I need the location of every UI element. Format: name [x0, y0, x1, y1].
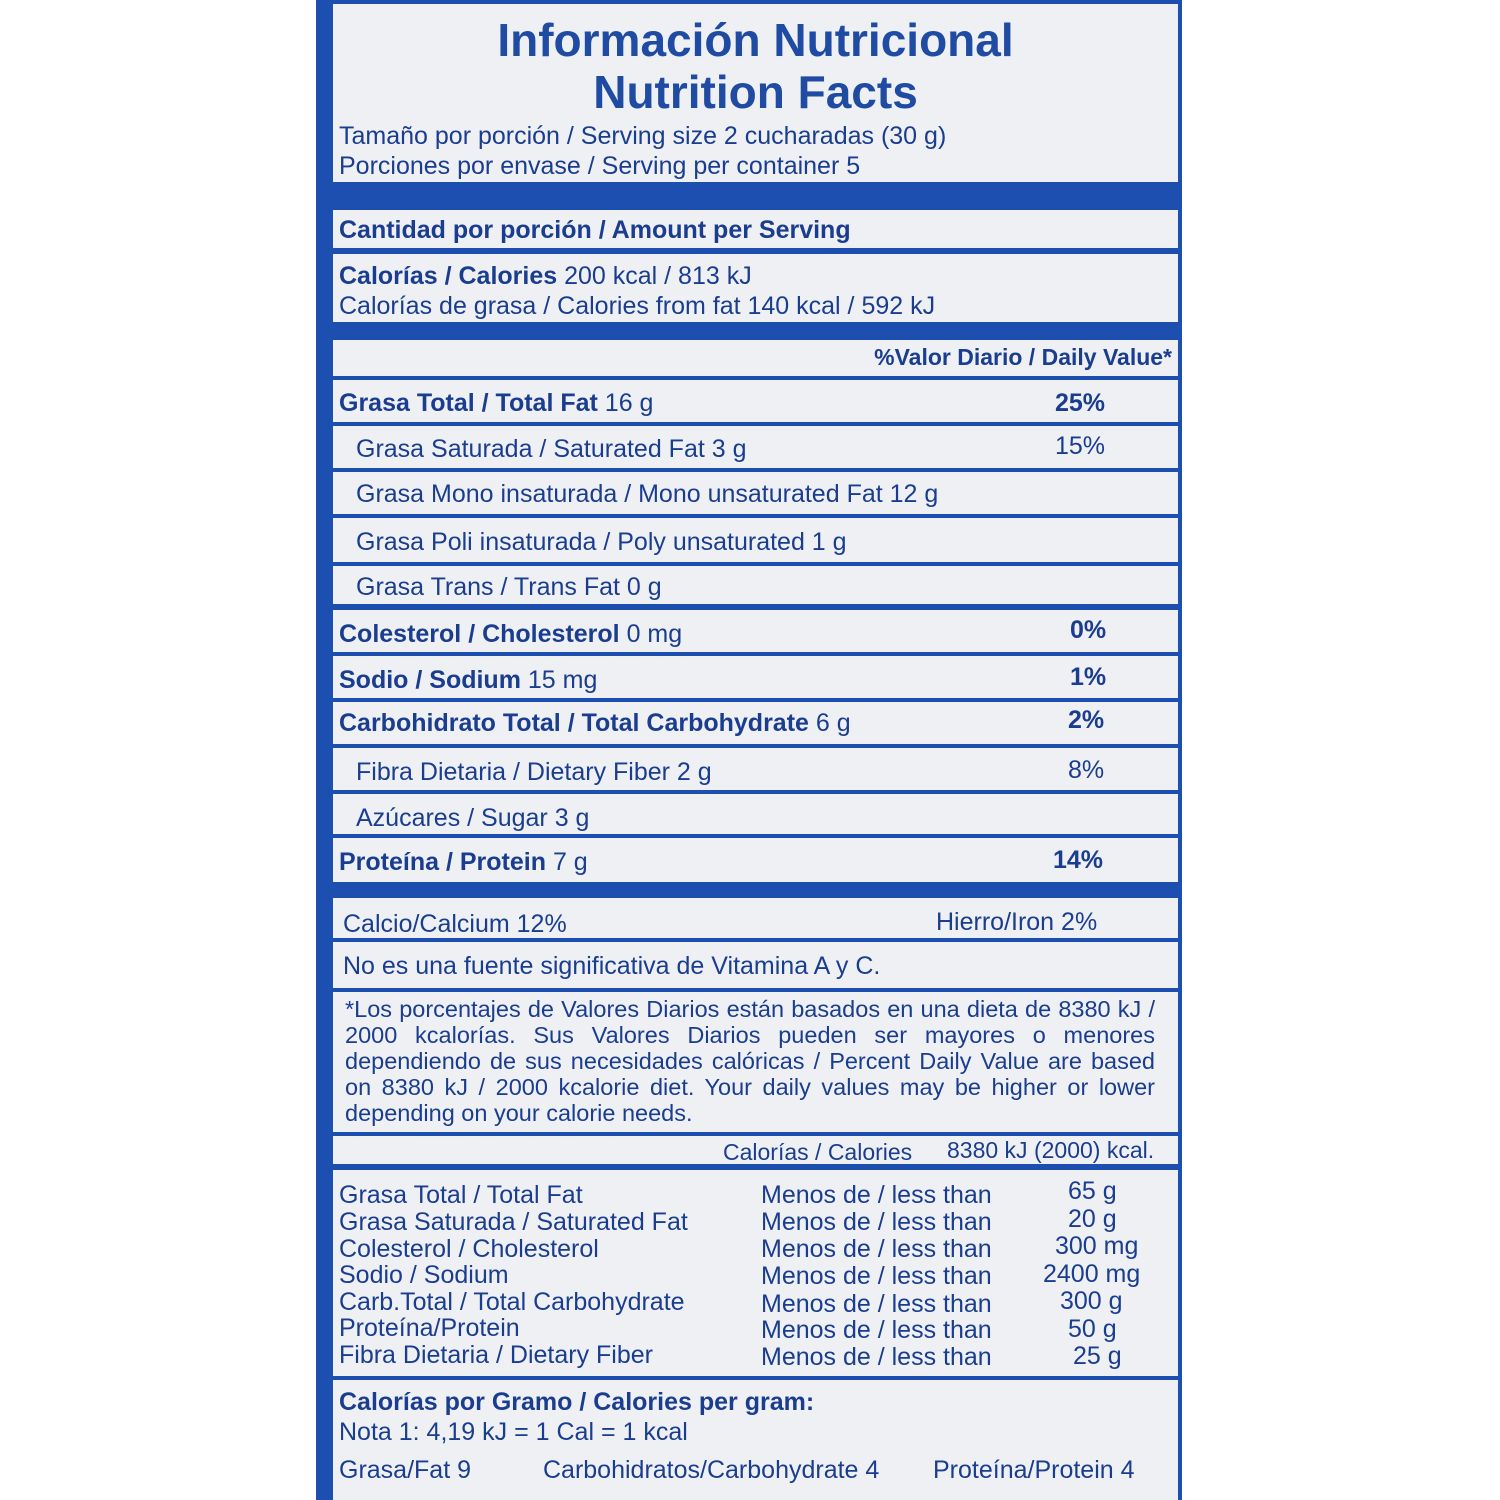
- nutrient-label: Carbohidrato Total / Total Carbohydrate: [339, 709, 809, 737]
- nutrient-label: Proteína / Protein: [339, 848, 546, 876]
- nutrient-row-cholesterol: [333, 610, 1178, 652]
- nutrient-dv: 1%: [1070, 663, 1107, 691]
- serving-size: Tamaño por porción / Serving size 2 cucharadas (30 g): [339, 122, 947, 150]
- nutrient-dv: 14%: [1053, 846, 1104, 874]
- reference-label: Grasa Saturada / Saturated Fat: [339, 1208, 688, 1236]
- reference-label: Sodio / Sodium: [339, 1261, 509, 1289]
- nutrient-amount: 16 g: [604, 389, 654, 417]
- calories-per-gram-fat: Grasa/Fat 9: [339, 1456, 471, 1484]
- nutrient-dv: 8%: [1068, 756, 1105, 784]
- nutrient-row-protein: [333, 838, 1178, 882]
- reference-header-value: 8380 kJ (2000) kcal.: [947, 1137, 1155, 1163]
- reference-header-label: Calorías / Calories: [723, 1139, 913, 1165]
- calories-per-gram-title: Calorías por Gramo / Calories per gram:: [339, 1388, 815, 1416]
- reference-cond: Menos de / less than: [761, 1262, 992, 1290]
- amount-per-serving-row: [333, 210, 1178, 248]
- daily-value-header: %Valor Diario / Daily Value*: [874, 344, 1172, 370]
- reference-cond: Menos de / less than: [761, 1181, 992, 1209]
- calories-line: [339, 262, 752, 290]
- nutrient-row-saturated-fat: [333, 426, 1178, 468]
- nutrient-label: Grasa Trans / Trans Fat 0 g: [356, 573, 662, 601]
- nutrient-row-total-fat: [333, 380, 1178, 422]
- nutrient-label: Fibra Dietaria / Dietary Fiber 2 g: [356, 758, 712, 786]
- nutrient-label: Grasa Saturada / Saturated Fat 3 g: [356, 435, 747, 463]
- nutrient-amount: 7 g: [552, 848, 588, 876]
- nutrient-row-trans-fat: [333, 566, 1178, 604]
- nutrient-label: Sodio / Sodium: [339, 666, 521, 694]
- nutrient-row-carbohydrate: [333, 702, 1178, 744]
- servings-per-container: Porciones por envase / Serving per container 5: [339, 152, 861, 180]
- nutrient-row-fiber: [333, 748, 1178, 790]
- nutrient-row-poly-fat: [333, 518, 1178, 562]
- daily-value-header-row: [333, 340, 1178, 376]
- reference-value: 300 g: [1060, 1287, 1123, 1315]
- vitamin-note: No es una fuente significativa de Vitamina A y C.: [343, 952, 881, 980]
- calories-per-gram-note: Nota 1: 4,19 kJ = 1 Cal = 1 kcal: [339, 1418, 688, 1446]
- nutrient-dv: 0%: [1070, 616, 1107, 644]
- nutrient-dv: 15%: [1055, 432, 1106, 460]
- calcium: Calcio/Calcium 12%: [343, 910, 567, 938]
- calories-box: [333, 254, 1178, 322]
- nutrient-row-mono-fat: [333, 472, 1178, 514]
- nutrient-row-sodium: [333, 656, 1178, 698]
- reference-value: 20 g: [1068, 1205, 1117, 1233]
- vitamin-note-row: [333, 942, 1178, 988]
- reference-value: 25 g: [1073, 1342, 1122, 1370]
- nutrient-dv: 2%: [1068, 706, 1105, 734]
- reference-cond: Menos de / less than: [761, 1235, 992, 1263]
- reference-table: [333, 1170, 1178, 1376]
- minerals-row: [333, 898, 1178, 938]
- reference-value: 65 g: [1068, 1177, 1117, 1205]
- calories-from-fat: Calorías de grasa / Calories from fat 140 kcal / 592 kJ: [339, 292, 936, 320]
- footnote-box: [333, 992, 1178, 1132]
- reference-label: Proteína/Protein: [339, 1314, 520, 1342]
- title-en: Nutrition Facts: [593, 66, 918, 118]
- reference-value: 50 g: [1068, 1315, 1117, 1343]
- calories-per-gram-carb: Carbohidratos/Carbohydrate 4: [543, 1456, 880, 1484]
- header-box: [333, 4, 1178, 182]
- reference-label: Carb.Total / Total Carbohydrate: [339, 1288, 685, 1316]
- calories-label: Calorías / Calories: [339, 262, 558, 290]
- nutrient-amount: 15 mg: [527, 666, 598, 694]
- nutrient-amount: 0 mg: [626, 620, 683, 648]
- calories-per-gram-protein: Proteína/Protein 4: [933, 1456, 1135, 1484]
- footnote: *Los porcentajes de Valores Diarios están basados en una dieta de 8380 kJ / 2000 kcalorías. Sus Valores Diarios pueden ser mayores o menores dependiendo de sus necesidades calóricas / Percent Daily Value are based on 8380 kJ / 2000 kcalorie diet. Your daily values may be higher or lower depending on your calorie needs.: [345, 996, 1155, 1126]
- reference-cond: Menos de / less than: [761, 1208, 992, 1236]
- title-es: Información Nutricional: [497, 14, 1014, 66]
- calories-value: 200 kcal / 813 kJ: [564, 262, 752, 290]
- reference-label: Fibra Dietaria / Dietary Fiber: [339, 1341, 653, 1369]
- reference-cond: Menos de / less than: [761, 1343, 992, 1371]
- reference-header-row: [333, 1136, 1178, 1164]
- reference-label: Grasa Total / Total Fat: [339, 1181, 583, 1209]
- nutrient-label: Azúcares / Sugar 3 g: [356, 804, 590, 832]
- nutrient-label: Grasa Total / Total Fat: [339, 389, 598, 417]
- nutrient-label: Grasa Mono insaturada / Mono unsaturated Fat 12 g: [356, 480, 939, 508]
- calories-per-gram-box: [333, 1380, 1178, 1500]
- iron: Hierro/Iron 2%: [936, 908, 1098, 936]
- reference-value: 2400 mg: [1043, 1260, 1141, 1288]
- amount-per-serving: Cantidad por porción / Amount per Serving: [339, 216, 851, 244]
- reference-value: 300 mg: [1055, 1232, 1139, 1260]
- reference-cond: Menos de / less than: [761, 1290, 992, 1318]
- nutrient-amount: 6 g: [815, 709, 851, 737]
- nutrient-dv: 25%: [1055, 389, 1106, 417]
- nutrient-label: Grasa Poli insaturada / Poly unsaturated 1 g: [356, 528, 847, 556]
- nutrient-label: Colesterol / Cholesterol: [339, 620, 620, 648]
- nutrient-row-sugar: [333, 794, 1178, 834]
- reference-label: Colesterol / Cholesterol: [339, 1235, 599, 1263]
- reference-cond: Menos de / less than: [761, 1316, 992, 1344]
